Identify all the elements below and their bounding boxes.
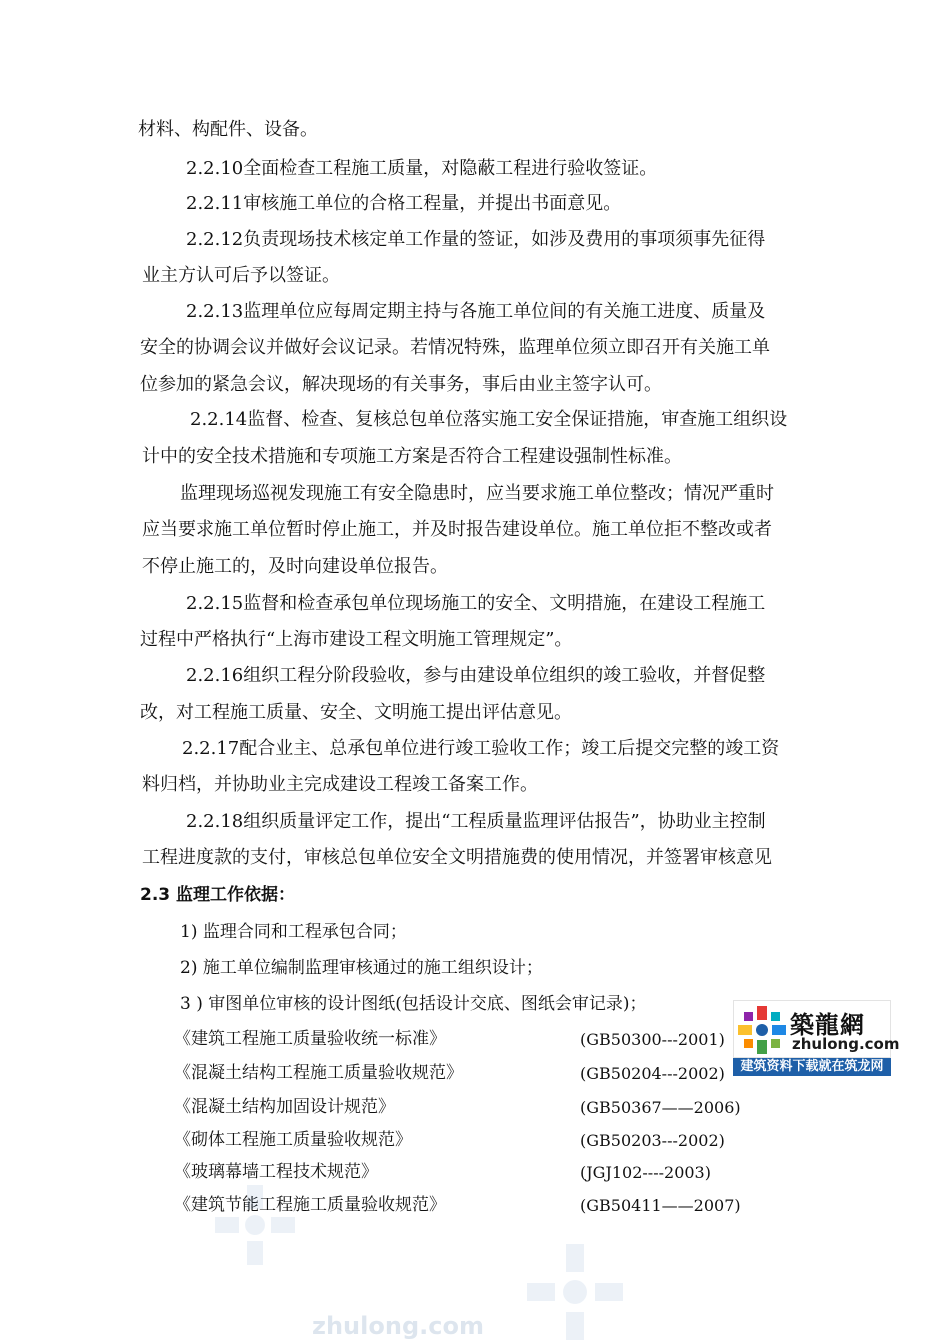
- logo-panel: [733, 1000, 900, 1058]
- section-heading: 2.3 监理工作依据：: [140, 885, 296, 905]
- standard-name: 《混凝土结构工程施工质量验收规范》: [174, 1063, 463, 1083]
- watermark-flower-icon: [520, 1240, 630, 1340]
- standard-code: (GB50300---2001): [580, 1030, 725, 1049]
- paragraph-line: 2.2.14监督、检查、复核总包单位落实施工安全保证措施，审查施工组织设: [190, 409, 788, 430]
- logo-slogan: 建筑资料下载就在筑龙网: [733, 1058, 891, 1076]
- paragraph-line: 2.2.15监督和检查承包单位现场施工的安全、文明措施，在建设工程施工: [186, 593, 766, 614]
- standard-code: (GB50367——2006): [580, 1098, 741, 1117]
- paragraph-line: 2.2.12负责现场技术核定单工作量的签证，如涉及费用的事项须事先征得: [186, 229, 766, 250]
- logo-title: 築龍網: [790, 1011, 865, 1039]
- paragraph-line: 计中的安全技术措施和专项施工方案是否符合工程建设强制性标准。: [142, 446, 682, 467]
- paragraph-line: 2.2.10全面检查工程施工质量，对隐蔽工程进行验收签证。: [186, 158, 658, 179]
- paragraph-line: 安全的协调会议并做好会议记录。若情况特殊，监理单位须立即召开有关施工单: [140, 337, 770, 358]
- paragraph-line: 过程中严格执行“上海市建设工程文明施工管理规定”。: [140, 629, 573, 650]
- paragraph-line: 料归档，并协助业主完成建设工程竣工备案工作。: [142, 774, 538, 795]
- paragraph-line: 2.2.13监理单位应每周定期主持与各施工单位间的有关施工进度、质量及: [186, 301, 766, 322]
- standard-code: (GB50411——2007): [580, 1196, 741, 1215]
- paragraph-line: 工程进度款的支付，审核总包单位安全文明措施费的使用情况，并签署审核意见: [142, 847, 772, 868]
- paragraph-line: 改，对工程施工质量、安全、文明施工提出评估意见。: [140, 702, 572, 723]
- watermark-text: zhulong.com: [312, 1312, 484, 1340]
- paragraph-line: 应当要求施工单位暂时停止施工，并及时报告建设单位。施工单位拒不整改或者: [142, 519, 772, 540]
- paragraph-line: 2.2.18组织质量评定工作，提出“工程质量监理评估报告”，协助业主控制: [186, 811, 766, 832]
- basis-item: 3 ) 审图单位审核的设计图纸(包括设计交底、图纸会审记录)；: [180, 994, 647, 1014]
- standard-code: (GB50203---2002): [580, 1131, 725, 1150]
- watermark-flower-icon: [210, 1180, 300, 1270]
- paragraph-line: 不停止施工的，及时向建设单位报告。: [142, 556, 448, 577]
- standard-name: 《玻璃幕墙工程技术规范》: [174, 1162, 378, 1182]
- standard-name: 《混凝土结构加固设计规范》: [174, 1097, 395, 1117]
- basis-item: 2) 施工单位编制监理审核通过的施工组织设计；: [180, 958, 543, 978]
- paragraph-line: 材料、构配件、设备。: [138, 119, 318, 140]
- snowflake-logo-icon: [736, 1004, 788, 1056]
- standard-name: 《建筑工程施工质量验收统一标准》: [174, 1029, 446, 1049]
- standard-code: (JGJ102----2003): [580, 1163, 711, 1182]
- basis-item: 1) 监理合同和工程承包合同；: [180, 922, 407, 942]
- standard-name: 《建筑节能工程施工质量验收规范》: [174, 1195, 446, 1215]
- paragraph-line: 2.2.11审核施工单位的合格工程量，并提出书面意见。: [186, 193, 622, 214]
- paragraph-line: 业主方认可后予以签证。: [142, 265, 340, 286]
- paragraph-line: 2.2.16组织工程分阶段验收，参与由建设单位组织的竣工验收，并督促整: [186, 665, 766, 686]
- standard-code: (GB50204---2002): [580, 1064, 725, 1083]
- paragraph-line: 位参加的紧急会议，解决现场的有关事务，事后由业主签字认可。: [140, 374, 662, 395]
- standard-name: 《砌体工程施工质量验收规范》: [174, 1130, 412, 1150]
- paragraph-line: 2.2.17配合业主、总承包单位进行竣工验收工作；竣工后提交完整的竣工资: [182, 738, 780, 759]
- zhulong-logo: [733, 1000, 900, 1076]
- logo-url: zhulong.com: [792, 1035, 900, 1053]
- paragraph-line: 监理现场巡视发现施工有安全隐患时，应当要求施工单位整改；情况严重时: [180, 483, 774, 504]
